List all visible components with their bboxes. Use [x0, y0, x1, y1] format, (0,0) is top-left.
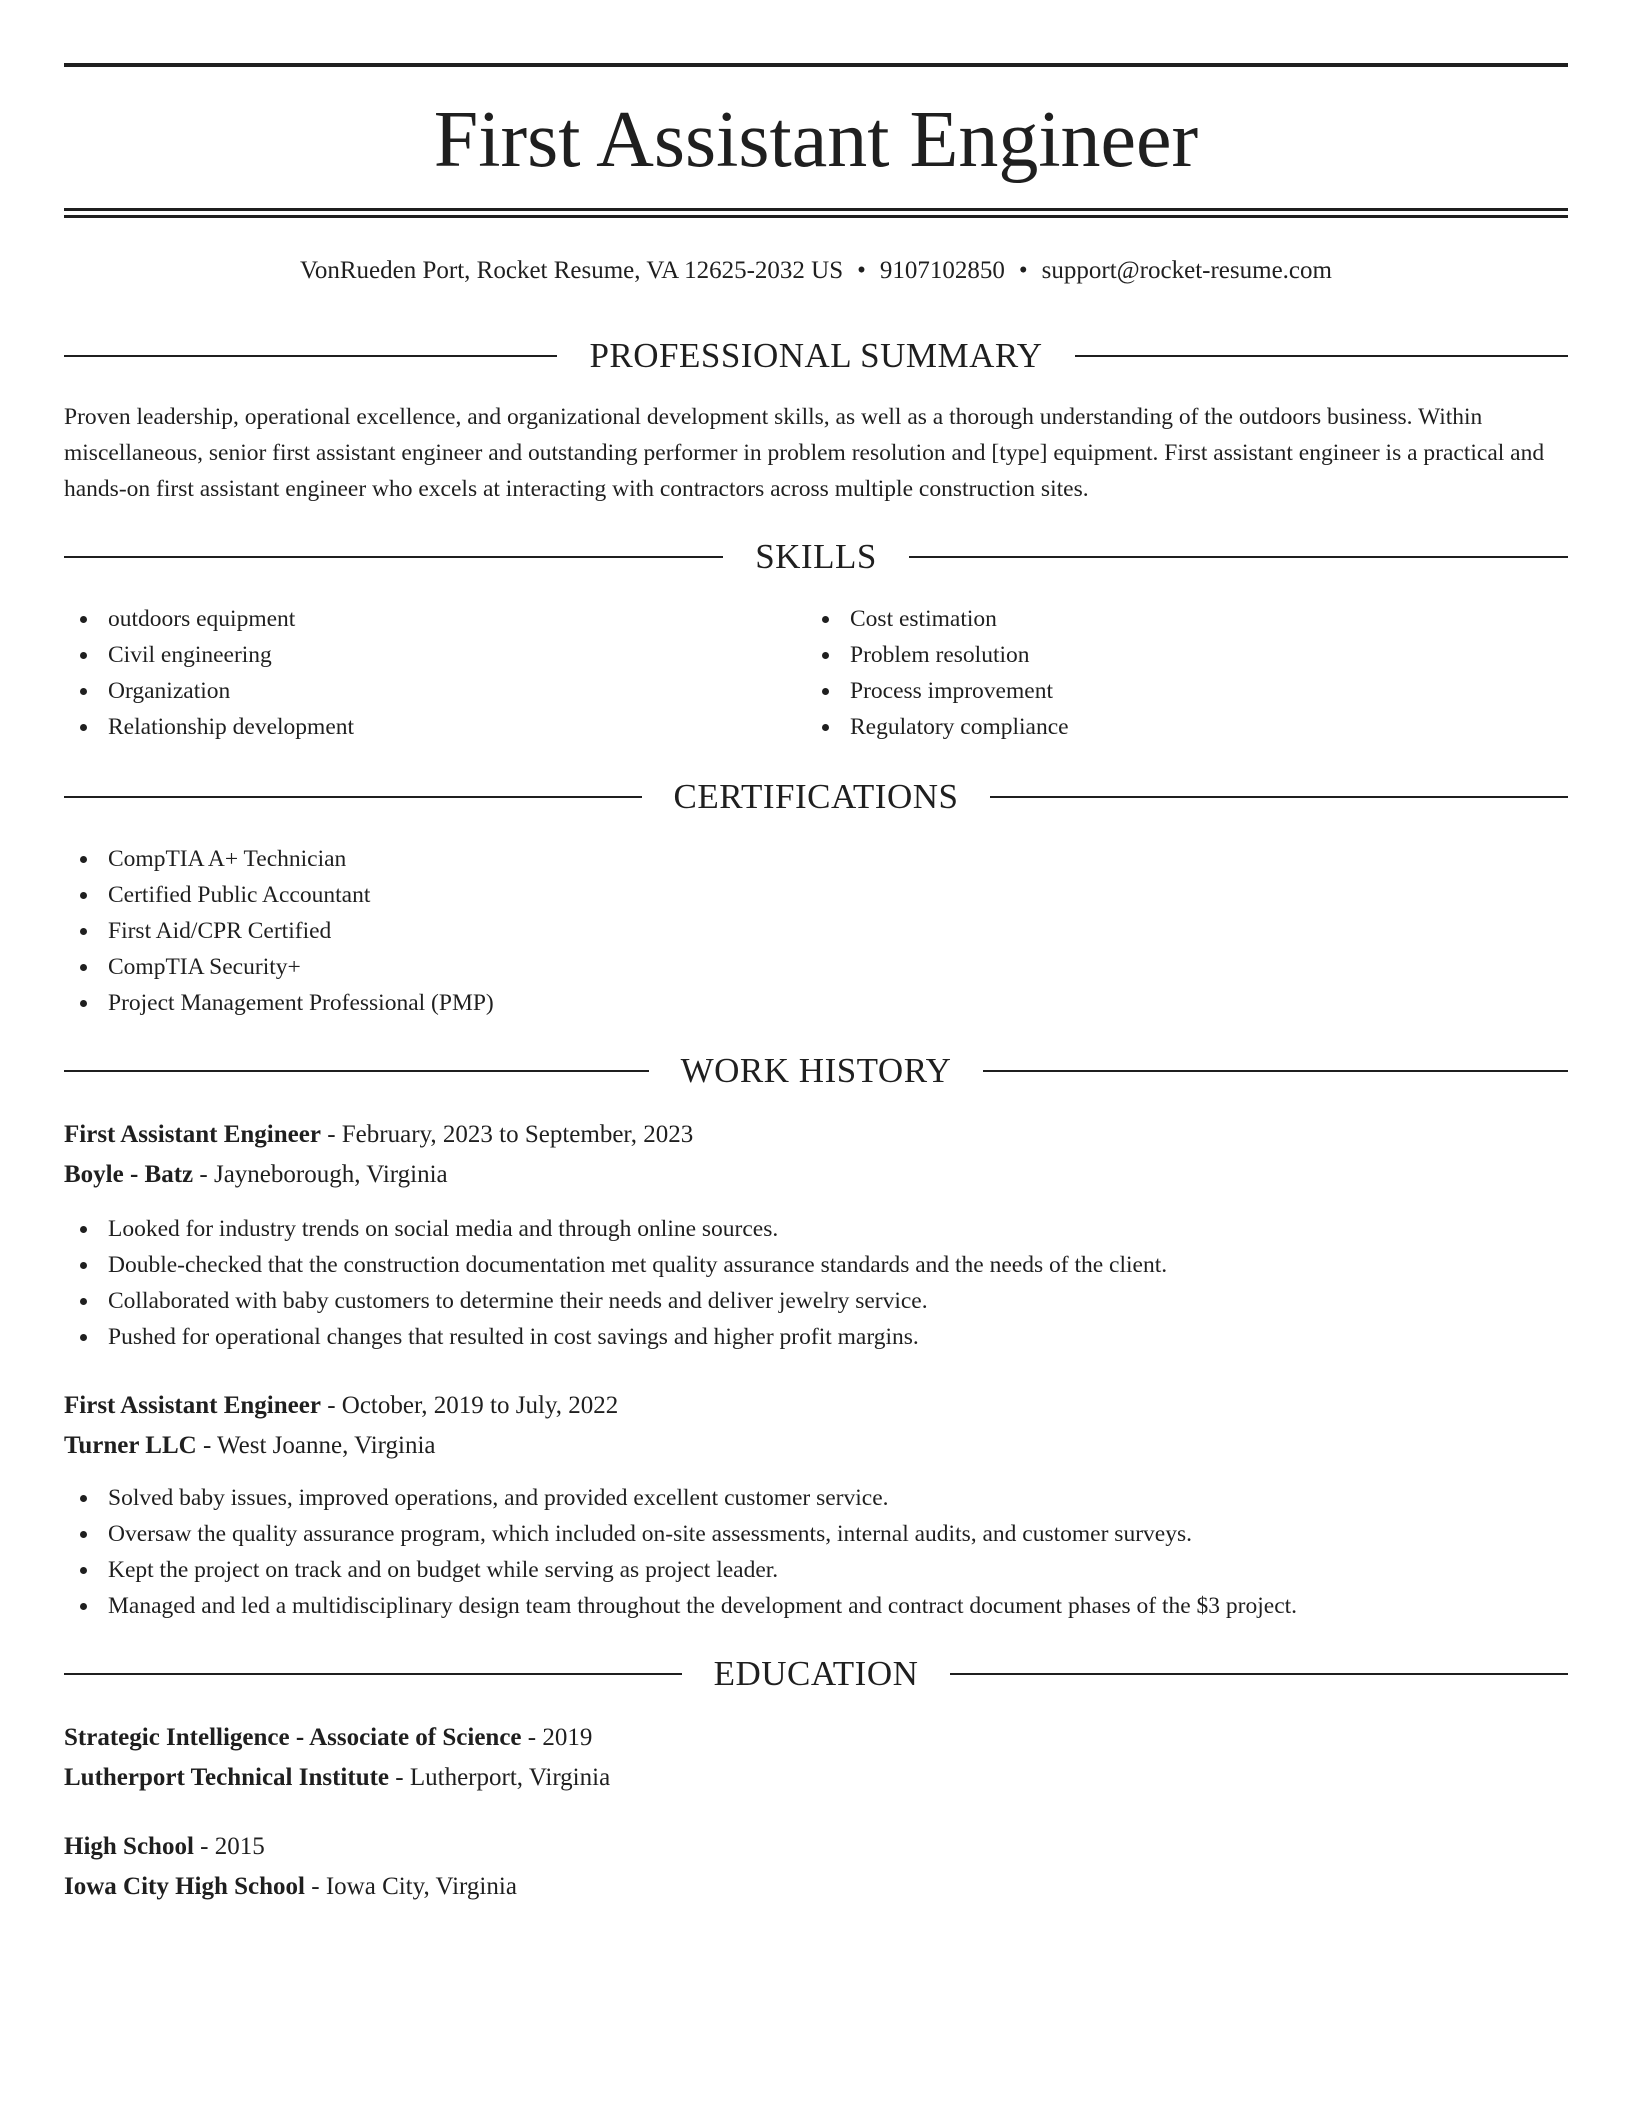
- job-title: First Assistant Engineer: [64, 1392, 321, 1419]
- job-title-line: [64, 1115, 1568, 1155]
- header-rule-lower: [64, 215, 1568, 218]
- job-bullet: Looked for industry trends on social media and through online sources.: [64, 1211, 1568, 1247]
- certifications-block: [64, 841, 1568, 1021]
- summary-text: Proven leadership, operational excellence, and organizational development skills, as well as a thorough understanding of the outdoors business. Within miscellaneous, senior first assistant engineer and outstanding performer in problem resolution and [type] equipment. First assistant engineer is a practical and hands-on first assistant engineer who excels at interacting with contractors across multiple construction sites.: [64, 404, 1545, 502]
- education-year: - 2015: [193, 1833, 265, 1860]
- education-degree-line: [64, 1718, 1568, 1758]
- job-bullets: [64, 1480, 1568, 1624]
- header-rule-upper: [64, 208, 1568, 211]
- summary-heading: PROFESSIONAL SUMMARY: [589, 336, 1043, 375]
- divider-line: [1075, 355, 1568, 357]
- education-year: - 2019: [521, 1724, 593, 1751]
- education-school: Lutherport Technical Institute: [64, 1764, 390, 1791]
- skill-item: Civil engineering: [64, 637, 804, 673]
- divider-line: [983, 1070, 1568, 1072]
- job-dates: - October, 2019 to July, 2022: [320, 1392, 619, 1419]
- job-company: Turner LLC: [64, 1432, 197, 1459]
- certifications-list: [64, 841, 1568, 1021]
- resume-title: First Assistant Engineer: [433, 96, 1199, 184]
- education-location: - Lutherport, Virginia: [389, 1764, 611, 1791]
- skills-section-header: [64, 535, 1568, 579]
- skills-column-left: [64, 601, 804, 745]
- contact-phone: 9107102850: [879, 257, 1005, 284]
- education-school: Iowa City High School: [64, 1873, 306, 1900]
- job-bullets-block: [64, 1211, 1568, 1355]
- job-bullet: Solved baby issues, improved operations, and provided excellent customer service.: [64, 1480, 1568, 1516]
- divider-line: [64, 796, 642, 798]
- job-bullets-block: [64, 1480, 1568, 1624]
- skills-heading: SKILLS: [755, 537, 877, 576]
- divider-line: [64, 355, 557, 357]
- divider-line: [64, 1673, 682, 1675]
- certifications-heading: CERTIFICATIONS: [673, 777, 959, 816]
- divider-line: [950, 1673, 1568, 1675]
- contact-separator: •: [1018, 257, 1028, 284]
- education-school-line: [64, 1867, 1568, 1907]
- skills-list-right: [806, 601, 1546, 745]
- job-bullet: Managed and led a multidisciplinary design team throughout the development and contract document phases of the $3 project.: [64, 1588, 1568, 1624]
- job-entry: [64, 1115, 1568, 1195]
- contact-separator: •: [857, 257, 866, 284]
- job-title: First Assistant Engineer: [64, 1121, 321, 1148]
- skills-column-right: [806, 601, 1546, 745]
- skill-item: Relationship development: [64, 709, 804, 745]
- education-degree: High School: [64, 1833, 194, 1860]
- skills-list-left: [64, 601, 804, 745]
- contact-address: VonRueden Port, Rocket Resume, VA 12625-2032 US: [300, 257, 844, 284]
- skill-item: Problem resolution: [806, 637, 1546, 673]
- job-bullet: Kept the project on track and on budget while serving as project leader.: [64, 1552, 1568, 1588]
- skill-item: Organization: [64, 673, 804, 709]
- summary-section-header: [64, 334, 1568, 378]
- skill-item: Cost estimation: [806, 601, 1546, 637]
- education-degree: Strategic Intelligence - Associate of Science: [64, 1724, 522, 1751]
- skill-item: Regulatory compliance: [806, 709, 1546, 745]
- job-company: Boyle - Batz: [64, 1161, 194, 1188]
- header-top-rule: [64, 63, 1568, 67]
- job-company-line: [64, 1426, 1568, 1466]
- job-bullet: Oversaw the quality assurance program, which included on-site assessments, internal audits, and customer surveys.: [64, 1516, 1568, 1552]
- divider-line: [909, 556, 1568, 558]
- certification-item: Project Management Professional (PMP): [64, 985, 1568, 1021]
- job-bullet: Collaborated with baby customers to determine their needs and deliver jewelry service.: [64, 1283, 1568, 1319]
- certification-item: Certified Public Accountant: [64, 877, 1568, 913]
- certification-item: CompTIA Security+: [64, 949, 1568, 985]
- contact-line: [64, 254, 1568, 288]
- job-location: - Jayneborough, Virginia: [193, 1161, 448, 1188]
- skill-item: outdoors equipment: [64, 601, 804, 637]
- skill-item: Process improvement: [806, 673, 1546, 709]
- job-company-line: [64, 1155, 1568, 1195]
- job-entry: [64, 1386, 1568, 1466]
- education-school-line: [64, 1758, 1568, 1798]
- certifications-section-header: [64, 775, 1568, 819]
- work-section-header: [64, 1049, 1568, 1093]
- divider-line: [64, 1070, 649, 1072]
- certification-item: CompTIA A+ Technician: [64, 841, 1568, 877]
- job-bullets: [64, 1211, 1568, 1355]
- education-entry: [64, 1827, 1568, 1907]
- certification-item: First Aid/CPR Certified: [64, 913, 1568, 949]
- work-heading: WORK HISTORY: [680, 1051, 952, 1090]
- education-heading: EDUCATION: [713, 1654, 919, 1693]
- divider-line: [64, 556, 723, 558]
- job-dates: - February, 2023 to September, 2023: [320, 1121, 694, 1148]
- divider-line: [990, 796, 1568, 798]
- job-bullet: Pushed for operational changes that resulted in cost savings and higher profit margins.: [64, 1319, 1568, 1355]
- education-entry: [64, 1718, 1568, 1798]
- job-bullet: Double-checked that the construction documentation met quality assurance standards and the needs of the client.: [64, 1247, 1568, 1283]
- contact-email: support@rocket-resume.com: [1041, 257, 1332, 284]
- education-section-header: [64, 1652, 1568, 1696]
- job-title-line: [64, 1386, 1568, 1426]
- education-degree-line: [64, 1827, 1568, 1867]
- education-location: - Iowa City, Virginia: [305, 1873, 517, 1900]
- job-location: - West Joanne, Virginia: [196, 1432, 436, 1459]
